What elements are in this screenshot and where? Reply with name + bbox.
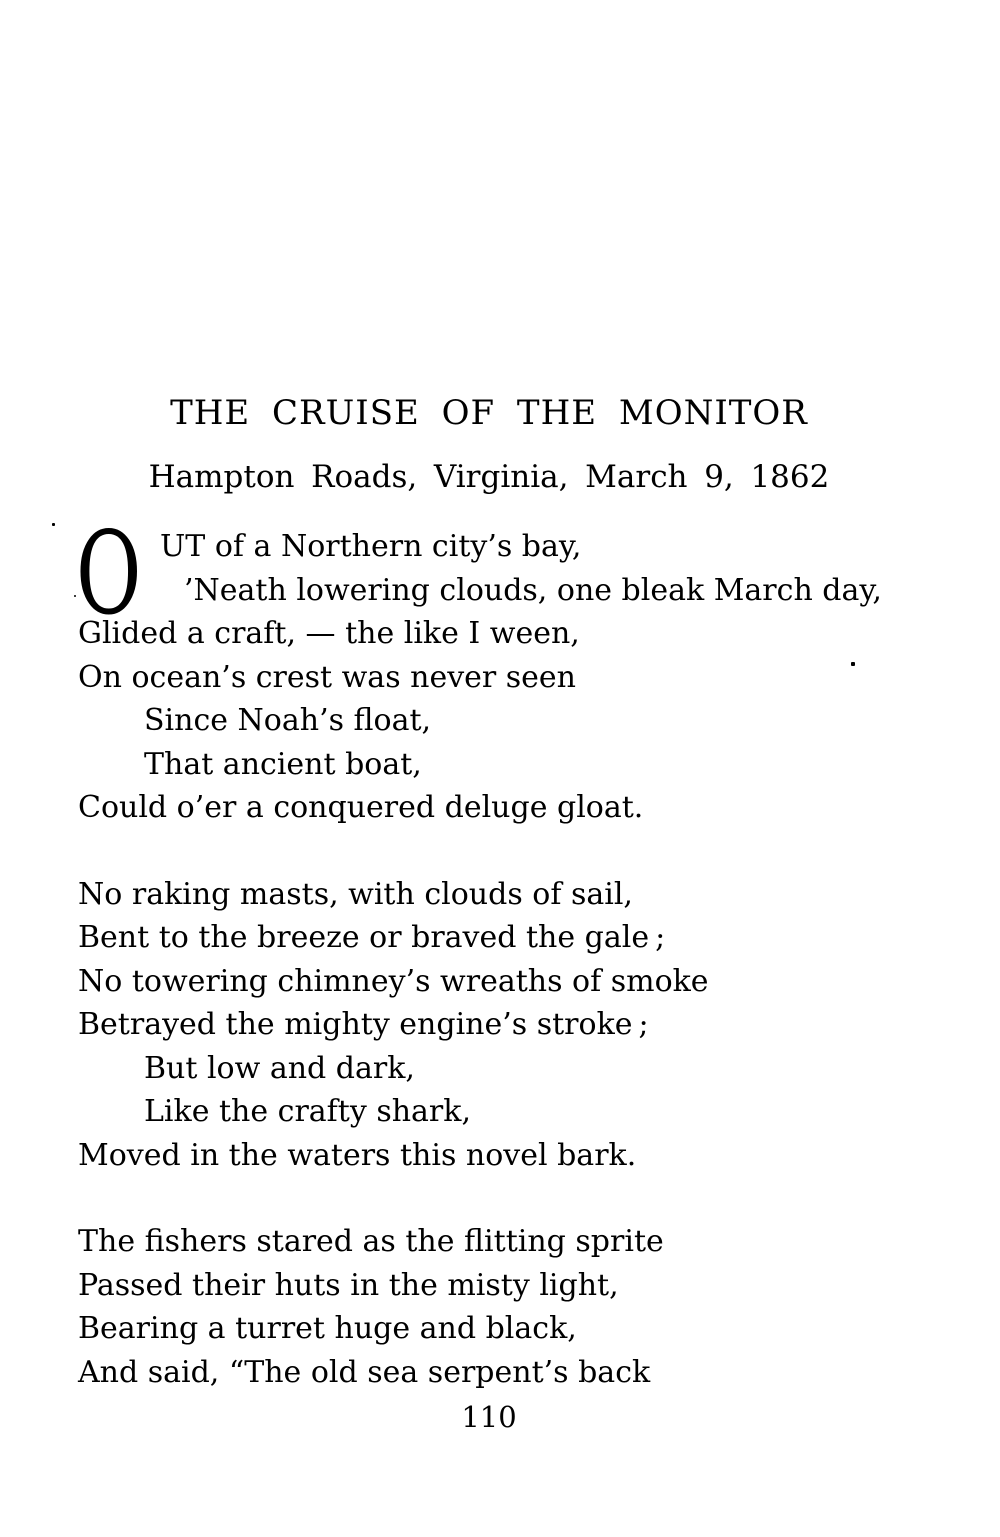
drop-cap-letter: O bbox=[76, 507, 142, 640]
poem-line: Since Noah’s float, bbox=[144, 703, 432, 738]
poem-line: UT of a Northern city’s bay, bbox=[160, 529, 582, 564]
poem-line: Betrayed the mighty engine’s stroke ; bbox=[78, 1007, 649, 1042]
poem-line: But low and dark, bbox=[144, 1050, 415, 1086]
poem-line: Glided a craft, — the like I ween, bbox=[78, 616, 580, 651]
stanza-1 bbox=[76, 507, 900, 830]
poem-line: That ancient boat, bbox=[144, 746, 422, 782]
poem-line: Bearing a turret huge and black, bbox=[78, 1311, 577, 1346]
page-number: 110 bbox=[461, 1400, 517, 1434]
poem-line: Passed their huts in the misty light, bbox=[78, 1267, 619, 1303]
ink-speck bbox=[74, 595, 76, 597]
poem-line: The fishers stared as the flitting sprite bbox=[78, 1224, 664, 1259]
poem-line: Like the crafty shark, bbox=[144, 1094, 471, 1129]
poem-body bbox=[76, 507, 900, 1394]
poem-line: No raking masts, with clouds of sail, bbox=[78, 876, 633, 912]
poem-subtitle: Hampton Roads, Virginia, March 9, 1862 bbox=[148, 459, 830, 495]
stanza-3 bbox=[78, 1220, 900, 1394]
poem-line: And said, “The old sea serpent’s back bbox=[78, 1354, 651, 1390]
poem-line: On ocean’s crest was never seen bbox=[78, 659, 577, 695]
poem-title: THE CRUISE OF THE MONITOR bbox=[170, 393, 808, 433]
poem-line: Bent to the breeze or braved the gale ; bbox=[78, 920, 666, 955]
poem-line: ’Neath lowering clouds, one bleak March day, bbox=[184, 572, 882, 608]
poem-line: Moved in the waters this novel bark. bbox=[78, 1137, 637, 1173]
ink-speck bbox=[851, 662, 855, 666]
ink-speck bbox=[52, 523, 55, 526]
stanza-2 bbox=[78, 873, 900, 1178]
poem-line: No towering chimney’s wreaths of smoke bbox=[78, 963, 709, 999]
poem-line: Could o’er a conquered deluge gloat. bbox=[78, 790, 644, 825]
page-content bbox=[78, 393, 900, 1434]
